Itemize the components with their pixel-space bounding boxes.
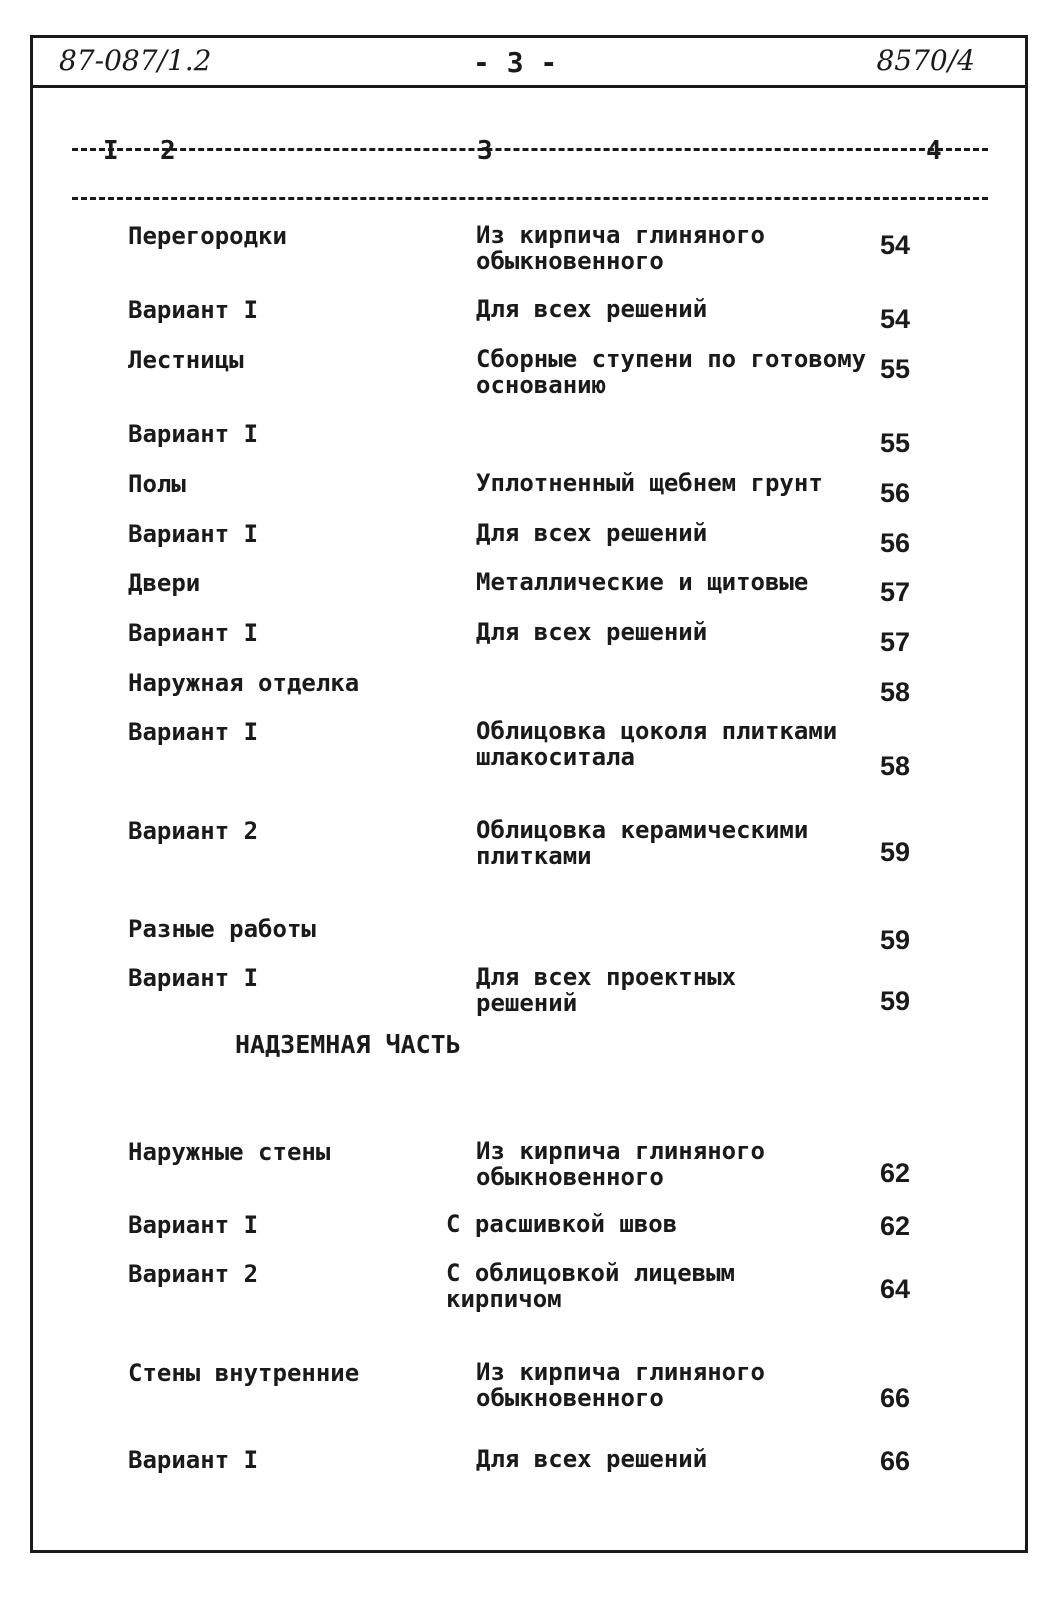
row-name: Вариант I [128, 718, 259, 746]
row-page: 56 [880, 528, 911, 558]
column-header-4: 4 [926, 136, 942, 166]
row-description: Из кирпича глиняного обыкновенного [476, 1358, 765, 1412]
row-page: 64 [880, 1274, 911, 1304]
row-description: Из кирпича глиняного обыкновенного [476, 1137, 765, 1191]
row-page: 59 [880, 925, 911, 955]
header-dashed-rule [72, 197, 988, 200]
row-description: С облицовкой лицевым кирпичом [446, 1259, 735, 1313]
row-name: Разные работы [128, 915, 316, 943]
row-description: Уплотненный щебнем грунт [476, 469, 823, 497]
row-name: Наружная отделка [128, 669, 360, 697]
row-description: Сборные ступени по готовому основанию [476, 345, 867, 399]
row-name: Вариант I [128, 420, 259, 448]
row-name: Вариант 2 [128, 817, 259, 845]
document-code: 87-087/1.2 [59, 44, 212, 77]
row-name: Вариант I [128, 296, 259, 324]
row-page: 57 [880, 627, 911, 657]
row-page: 58 [880, 751, 911, 781]
row-page: 58 [880, 677, 911, 707]
row-description: Металлические и щитовые [476, 568, 809, 596]
row-page: 54 [880, 230, 911, 260]
row-description: Для всех решений [476, 1445, 708, 1473]
row-name: Вариант I [128, 619, 259, 647]
row-page: 59 [880, 837, 911, 867]
row-page: 57 [880, 577, 911, 607]
row-page: 62 [880, 1211, 911, 1241]
row-description: Для всех решений [476, 295, 708, 323]
row-name: Вариант 2 [128, 1260, 259, 1288]
row-name: Двери [128, 569, 201, 597]
row-page: 59 [880, 986, 911, 1016]
row-name: Полы [128, 470, 186, 498]
row-description: С расшивкой швов [446, 1210, 678, 1238]
row-page: 66 [880, 1446, 911, 1476]
column-header-2: 2 [160, 136, 176, 166]
row-name: Перегородки [128, 222, 287, 250]
row-name: Вариант I [128, 520, 259, 548]
row-name: Вариант I [128, 1211, 259, 1239]
row-page: 55 [880, 354, 911, 384]
section-title: НАДЗЕМНАЯ ЧАСТЬ [235, 1030, 461, 1059]
top-dashed-rule [72, 148, 988, 151]
page-number: - 3 - [473, 46, 558, 79]
row-description: Для всех решений [476, 618, 708, 646]
row-name: Вариант I [128, 964, 259, 992]
inventory-number: 8570/4 [876, 44, 975, 77]
row-name: Стены внутренние [128, 1359, 360, 1387]
row-page: 56 [880, 478, 911, 508]
page-header [33, 38, 1025, 88]
row-description: Облицовка керамическими плитками [476, 816, 809, 870]
row-page: 55 [880, 428, 911, 458]
row-name: Вариант I [128, 1446, 259, 1474]
row-page: 66 [880, 1383, 911, 1413]
row-description: Для всех проектных решений [476, 963, 737, 1017]
column-header-3: 3 [477, 136, 493, 166]
row-name: Лестницы [128, 346, 244, 374]
column-header-1: I [103, 136, 119, 166]
row-description: Из кирпича глиняного обыкновенного [476, 221, 765, 275]
row-description: Для всех решений [476, 519, 708, 547]
row-page: 62 [880, 1158, 911, 1188]
row-name: Наружные стены [128, 1138, 331, 1166]
row-description: Облицовка цоколя плитками шлакоситала [476, 717, 838, 771]
row-page: 54 [880, 304, 911, 334]
